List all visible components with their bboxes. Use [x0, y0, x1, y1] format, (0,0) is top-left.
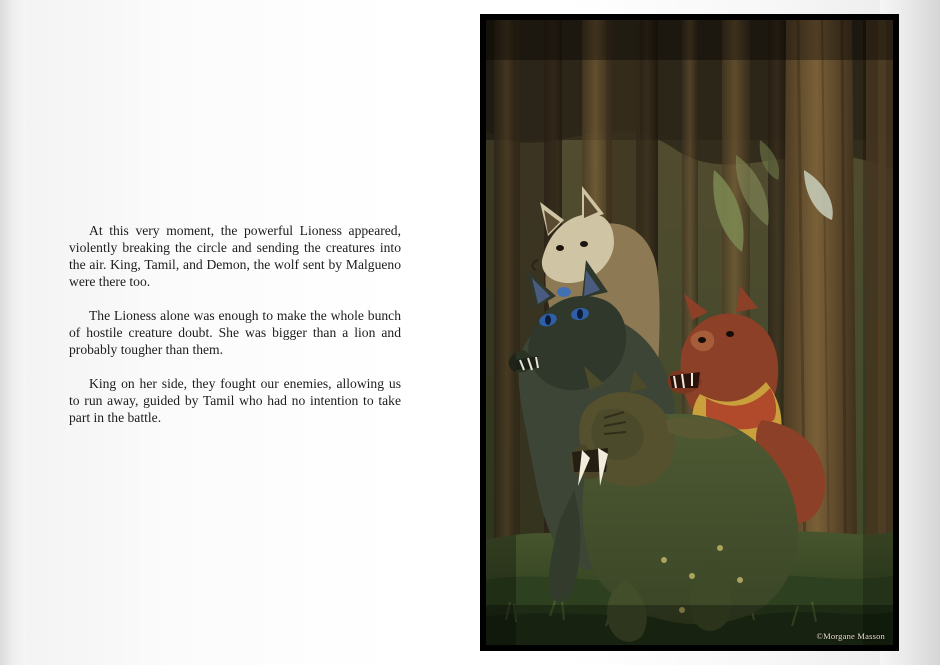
- illustration-panel: [480, 14, 899, 651]
- paragraph-3: King on her side, they fought our enemies, allowing us to run away, guided by Tamil who had no intention to take part in the battle.: [69, 376, 401, 425]
- story-text-column: [69, 222, 401, 426]
- illustration-artwork: [486, 20, 893, 645]
- copyright-notice: ©Morgane Masson: [816, 631, 885, 641]
- paragraph-1: At this very moment, the powerful Lioness appeared, violently breaking the circle and sending the creatures into the air. King, Tamil, and Demon, the wolf sent by Malgueno were there too.: [69, 223, 401, 289]
- forest-scene-svg: [486, 20, 893, 645]
- paragraph-2: The Lioness alone was enough to make the whole bunch of hostile creature doubt. She was bigger than a lion and probably tougher than them.: [69, 308, 401, 357]
- page-shadow-left: [0, 0, 26, 665]
